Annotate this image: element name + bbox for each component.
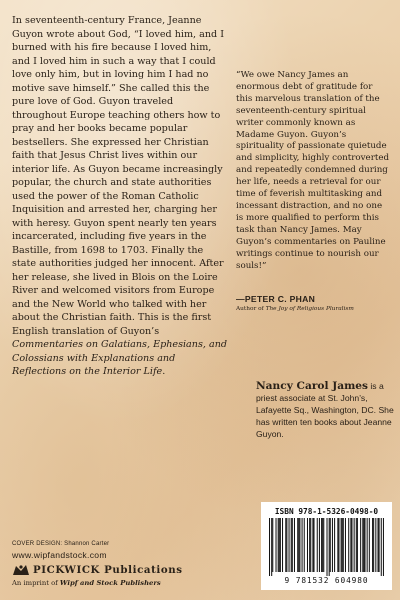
barcode-bar <box>279 518 280 572</box>
barcode-bar <box>369 518 370 572</box>
barcode-bar <box>334 518 335 572</box>
barcode-bar <box>367 518 368 572</box>
barcode-bar <box>338 518 339 572</box>
barcode-icon <box>269 518 384 576</box>
barcode-bar <box>337 518 338 572</box>
barcode-bar <box>341 518 342 572</box>
barcode-bar <box>310 518 311 572</box>
barcode-bar <box>292 518 293 572</box>
barcode-bar <box>294 518 295 572</box>
barcode-panel <box>261 502 392 590</box>
barcode-bar <box>307 518 308 572</box>
barcode-bar <box>350 518 351 572</box>
barcode-bar <box>297 518 298 572</box>
barcode-bar <box>327 518 328 576</box>
author-book-title: The Joy of Religious Pluralism <box>265 306 354 312</box>
barcode-bar <box>377 518 378 572</box>
barcode-bar <box>343 518 344 572</box>
barcode-bar <box>319 518 320 572</box>
author-title-prefix: Author of <box>236 306 266 312</box>
barcode-bar <box>381 518 382 576</box>
barcode-bar <box>312 518 313 572</box>
barcode-bar <box>354 518 355 572</box>
barcode-bar <box>302 518 303 572</box>
cover-design-credit: COVER DESIGN: Shannon Carter <box>12 541 110 547</box>
barcode-bar <box>280 518 281 572</box>
imprint-prefix: An imprint of <box>12 579 60 587</box>
barcode-bar <box>278 518 279 572</box>
barcode-bar <box>379 518 380 572</box>
barcode-bar <box>342 518 343 572</box>
barcode-bar <box>357 518 358 572</box>
author-bio <box>256 380 394 440</box>
barcode-bar <box>289 518 290 572</box>
barcode-bar <box>322 518 323 572</box>
endorsement-author: —PETER C. PHAN <box>236 294 316 304</box>
barcode-bar <box>282 518 283 572</box>
book-description <box>12 14 230 379</box>
barcode-bar <box>309 518 310 572</box>
description-end: . <box>162 366 166 377</box>
barcode-bar <box>348 518 349 572</box>
isbn-label: ISBN 978-1-5326-0498-0 <box>274 507 379 516</box>
barcode-bar <box>362 518 363 572</box>
barcode-bar <box>375 518 376 572</box>
barcode-bar <box>332 518 333 572</box>
endorsement-author-title <box>236 306 396 312</box>
barcode-bar <box>351 518 352 572</box>
barcode-bar <box>323 518 324 572</box>
barcode-bar <box>291 518 292 572</box>
barcode-bar <box>345 518 346 572</box>
barcode-bar <box>330 518 331 572</box>
publisher-website: www.wipfandstock.com <box>12 550 107 560</box>
pickwick-logo-icon <box>12 563 30 577</box>
publisher-name: PICKWICK Publications <box>33 564 183 576</box>
description-text: In seventeenth-century France, Jeanne Guyon wrote about God, “I loved him, and I burned with his fire because I loved him, and I loved him in such a way that I could love only him, but in loving him I had no motive save himself.” She called this the pure love of God. Guyon traveled throughout Europe teaching others how to pray and her books became popular bestsellers. She expressed her Christian faith that Jesus Christ lives within our interior life. As Guyon became increasingly popular, the church and state authorities used the power of the Roman Catholic Inquisition and arrested her, charging her with heresy. Guyon spent nearly ten years incarcerated, including five years in the Bastille, from 1698 to 1703. Finally the state authorities judged her innocent. After her release, she lived in Blois on the Loire River and welcomed visitors from Europe and the New World who talked with her about the Christian faith. This is the first English translation of Guyon’s <box>12 15 225 337</box>
publisher-line <box>12 562 232 578</box>
barcode-bar <box>360 518 361 572</box>
imprint-line <box>12 579 232 587</box>
barcode-bar <box>286 518 287 572</box>
barcode-bar <box>383 518 384 576</box>
barcode-bar <box>285 518 286 572</box>
barcode-bar <box>321 518 322 572</box>
barcode-bar <box>271 518 272 576</box>
barcode-bar <box>304 518 305 572</box>
barcode-bar <box>373 518 374 572</box>
barcode-bar <box>363 518 364 572</box>
barcode-bar <box>272 518 273 572</box>
barcode-bar <box>276 518 277 572</box>
barcode-bar <box>269 518 270 576</box>
author-name: Nancy Carol James <box>256 380 368 392</box>
barcode-bar <box>298 518 299 572</box>
barcode-bar <box>313 518 314 572</box>
imprint-name: Wipf and Stock Publishers <box>59 579 161 587</box>
barcode-digits: 9 781532 604980 <box>284 576 369 585</box>
barcode-bar <box>356 518 357 572</box>
barcode-bar <box>364 518 365 572</box>
endorsement-quote: “We owe Nancy James an enormous debt of gratitude for this marvelous translation of the seventeenth-century spiritual writer commonly known as Madame Guyon. Guyon’s spirituality of passionate quietude and simplicity, highly controverted and repeatedly condemned during her life, needs a retrieval for our time of feverish multitasking and incessant distraction, and no one is more qualified to perform this task than Nancy James. May Guyon’s commentaries on Pauline writings continue to nourish our souls!” <box>236 70 390 271</box>
description-book-title: Commentaries on Galatians, Ephesians, and Colossians with Explanations and Reflections on the Interior Life <box>12 339 228 377</box>
barcode-bar <box>372 518 373 572</box>
barcode-bar <box>317 518 318 572</box>
author-bio-text: is a priest associate at St. John’s, Lafayette Sq., Washington, DC. She has written ten books about Jeanne Guyon. <box>256 381 394 439</box>
barcode-bar <box>329 518 330 576</box>
barcode-bar <box>299 518 300 572</box>
